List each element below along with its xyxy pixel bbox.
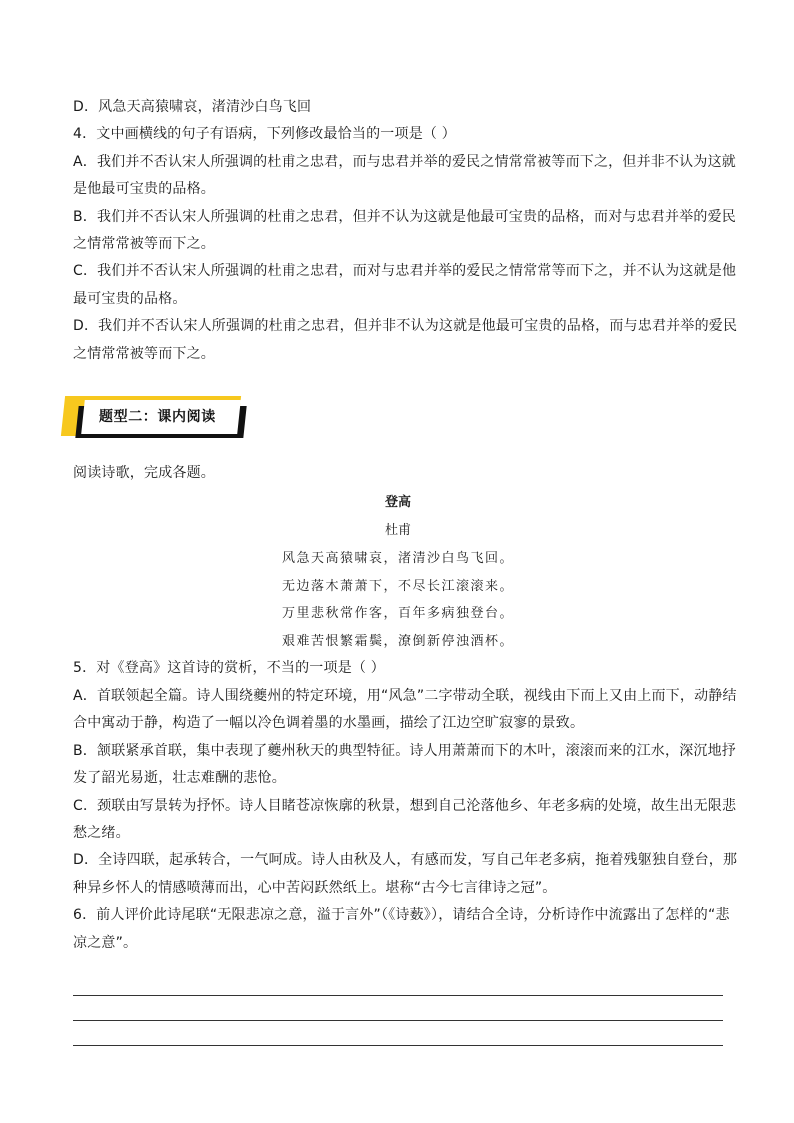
document-page (73, 94, 738, 1046)
q6-stem-line1: 6．前人评价此诗尾联“无限悲凉之意，溢于言外”（《诗薮》），请结合全诗，分析诗作中流露出了怎样的“悲 (73, 907, 730, 924)
q5-option-c-line1: C．颈联由写景转为抒怀。诗人目睹苍凉恢廓的秋景，想到自己沦落他乡、年老多病的处境，故生出无限悲 (73, 797, 737, 814)
q5-option-b-line2: 发了韶光易逝，壮志难酬的悲怆。 (73, 770, 286, 787)
section-title: 题型二：课内阅读 (99, 409, 216, 426)
q4-option-b-line1: B．我们并不否认宋人所强调的杜甫之忠君，但并不认为这就是他最可宝贵的品格，而对与忠君并举的爱民 (73, 208, 737, 225)
q4-option-a-line2: 是他最可宝贵的品格。 (73, 181, 215, 198)
q5-option-c-line2: 愁之绪。 (73, 824, 130, 841)
answer-area[interactable] (73, 971, 723, 1046)
poem-verse: 风急天高猿啸哀，渚清沙白鸟飞回。 (281, 551, 514, 567)
q5-option-a-line1: A．首联领起全篇。诗人围绕夔州的特定环境，用“风急”二字带动全联，视线由下而上又由上而下，动静结 (73, 687, 737, 704)
q4-option-a-line1: A．我们并不否认宋人所强调的杜甫之忠君，而与忠君并举的爱民之情常常被等而下之，但并非不认为这就 (73, 153, 736, 170)
q3-option-d: D．风急天高猿啸哀，渚清沙白鸟飞回 (73, 99, 312, 115)
answer-line[interactable] (73, 1021, 723, 1046)
answer-line[interactable] (73, 996, 723, 1021)
q5-option-a-line2: 合中寓动于静，构造了一幅以冷色调着墨的水墨画，描绘了江边空旷寂寥的景致。 (73, 715, 585, 732)
poem-verse: 万里悲秋常作客，百年多病独登台。 (281, 606, 514, 622)
poem-verse: 艰难苦恨繁霜鬓，潦倒新停浊酒杯。 (281, 633, 514, 649)
poem (73, 489, 723, 655)
q4-option-c-line2: 最可宝贵的品格。 (73, 290, 187, 307)
q4-option-c-line1: C．我们并不否认宋人所强调的杜甫之忠君，而对与忠君并举的爱民之情常常等而下之，并不认为这就是他 (73, 263, 737, 280)
reading-instruction: 阅读诗歌，完成各题。 (73, 465, 215, 482)
q4-option-b-line2: 之情常常被等而下之。 (73, 236, 215, 253)
answer-line[interactable] (73, 971, 723, 996)
section-banner (63, 388, 253, 450)
q5-stem: 5．对《登高》这首诗的赏析，不当的一项是（ ） (73, 660, 385, 677)
q5-option-b-line1: B．颔联紧承首联，集中表现了夔州秋天的典型特征。诗人用萧萧而下的木叶，滚滚而来的江水，深沉地抒 (73, 742, 737, 759)
q5-option-d-line2: 种异乡怀人的情感喷薄而出，心中苦闷跃然纸上。堪称“古今七言律诗之冠”。 (73, 879, 557, 896)
q4-option-d-line2: 之情常常被等而下之。 (73, 345, 215, 362)
q5-option-d-line1: D．全诗四联，起承转合，一气呵成。诗人由秋及人，有感而发，写自己年老多病，拖着残躯独自登台，那 (73, 852, 738, 869)
poem-author: 杜甫 (384, 523, 411, 539)
poem-title: 登高 (384, 495, 411, 511)
q6-stem-line2: 凉之意”。 (73, 934, 138, 951)
q4-stem: 4．文中画横线的句子有语病，下列修改最恰当的一项是（ ） (73, 126, 456, 143)
poem-verse: 无边落木萧萧下，不尽长江滚滚来。 (281, 578, 514, 594)
q4-option-d-line1: D．我们并不否认宋人所强调的杜甫之忠君，但并非不认为这就是他最可宝贵的品格，而与忠君并举的爱民 (73, 318, 738, 335)
